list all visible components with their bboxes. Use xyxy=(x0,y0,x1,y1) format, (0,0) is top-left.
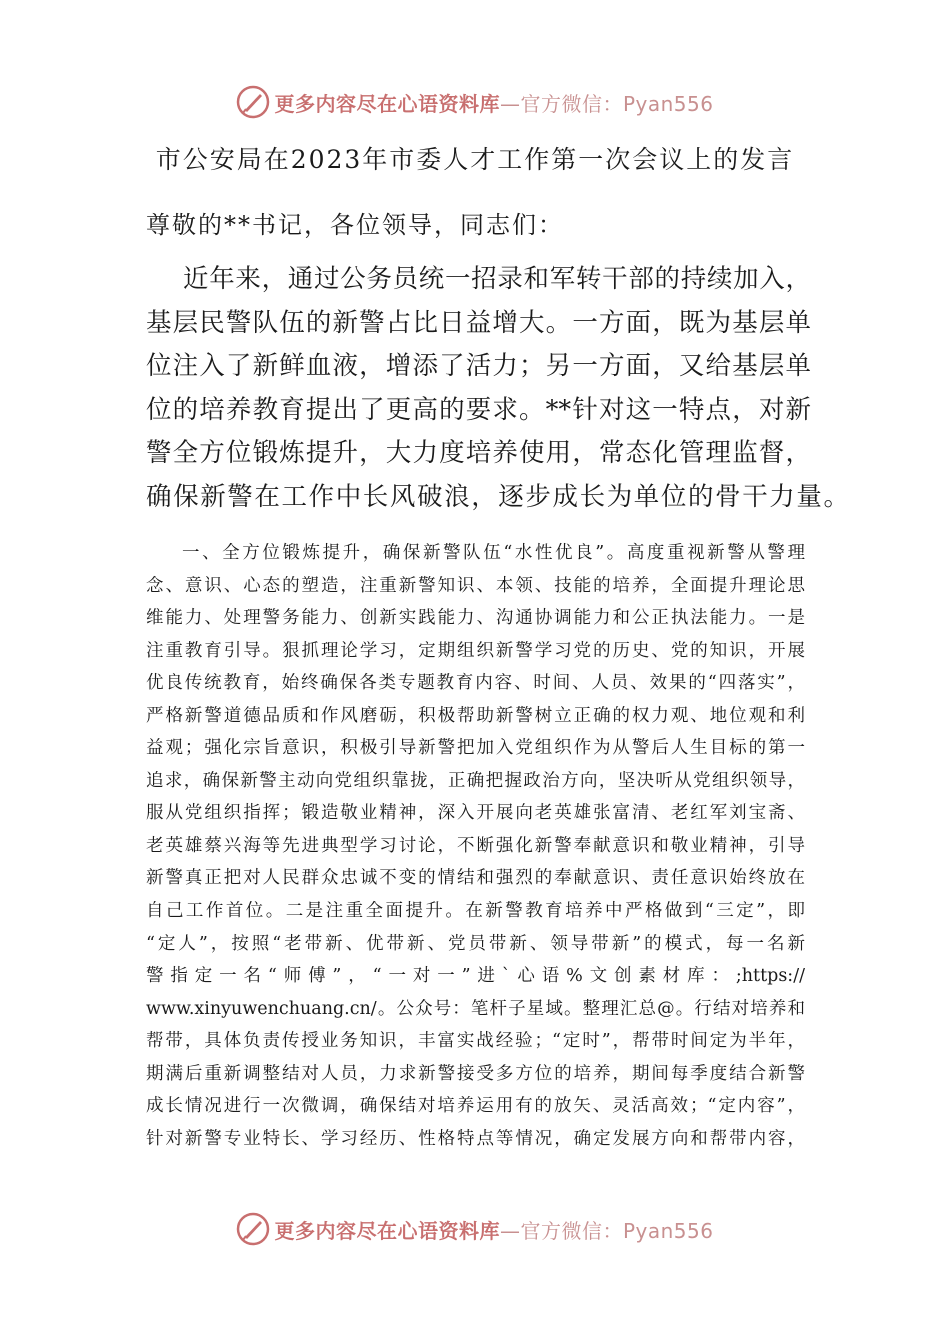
header-banner xyxy=(0,82,950,122)
lead-line: 位注入了新鲜血液，增添了活力；另一方面，又给基层单 xyxy=(146,351,811,382)
quill-logo-icon xyxy=(236,85,270,119)
body-paragraph xyxy=(146,537,805,1155)
body-line: www.xinyuwenchuang.cn/。公众号：笔杆子星域。整理汇总@。行结对培养和 xyxy=(146,998,805,1019)
body-line: 注重教育引导。狠抓理论学习，定期组织新警学习党的历史、党的知识，开展 xyxy=(146,640,805,661)
banner-contact-text: —官方微信：Pyan556 xyxy=(499,91,714,116)
lead-line: 警全方位锻炼提升，大力度培养使用，常态化管理监督， xyxy=(146,438,811,469)
body-line: 新警真正把对人民群众忠诚不变的情结和强烈的奉献意识、责任意识始终放在 xyxy=(146,868,805,889)
lead-paragraph xyxy=(146,258,851,520)
body-line: 优良传统教育，始终确保各类专题教育内容、时间、人员、效果的“四落实”， xyxy=(146,673,805,694)
body-line: 追求，确保新警主动向党组织靠拢，正确把握政治方向，坚决听从党组织领导， xyxy=(146,770,805,791)
body-line: 一、全方位锻炼提升，确保新警队伍“水性优良”。高度重视新警从警理 xyxy=(182,543,805,563)
banner-contact-text: —官方微信：Pyan556 xyxy=(499,1218,714,1243)
body-line: 帮带，具体负责传授业务知识，丰富实战经验；“定时”，帮带时间定为半年， xyxy=(146,1031,805,1052)
lead-line: 确保新警在工作中长风破浪，逐步成长为单位的骨干力量。 xyxy=(146,481,851,512)
salutation: 尊敬的**书记，各位领导，同志们： xyxy=(146,211,564,239)
body-line: 老英雄蔡兴海等先进典型学习讨论，不断强化新警奉献意识和敬业精神，引导 xyxy=(146,835,805,856)
body-line: “定人”，按照“老带新、优带新、党员带新、领导带新”的模式，每一名新 xyxy=(146,933,805,954)
body-line: 自己工作首位。二是注重全面提升。在新警教育培养中严格做到“三定”，即 xyxy=(146,901,805,922)
body-line: 警指定一名“师傅”，“一对一”进`心语%文创素材库：;https:// xyxy=(146,966,805,987)
body-line: 念、意识、心态的塑造，注重新警知识、本领、技能的培养，全面提升理论思 xyxy=(146,575,805,596)
body-line: 成长情况进行一次微调，确保结对培养运用有的放矢、灵活高效；“定内容”， xyxy=(146,1096,805,1117)
page-title: 市公安局在2023年市委人才工作第一次会议上的发言 xyxy=(155,145,795,174)
body-line: 严格新警道德品质和作风磨砺，积极帮助新警树立正确的权力观、地位观和利 xyxy=(146,705,805,726)
banner-main-text: 更多内容尽在心语资料库 xyxy=(274,1218,500,1243)
lead-line: 位的培养教育提出了更高的要求。**针对这一特点，对新 xyxy=(146,394,811,425)
quill-logo-icon xyxy=(236,1212,270,1246)
lead-line: 基层民警队伍的新警占比日益增大。一方面，既为基层单 xyxy=(146,307,811,338)
footer-banner xyxy=(0,1209,950,1249)
body-line: 针对新警专业特长、学习经历、性格特点等情况，确定发展方向和帮带内容， xyxy=(146,1128,805,1149)
body-line: 期满后重新调整结对人员，力求新警接受多方位的培养，期间每季度结合新警 xyxy=(146,1063,805,1084)
body-line: 益观；强化宗旨意识，积极引导新警把加入党组织作为从警后人生目标的第一 xyxy=(146,738,805,759)
body-line: 服从党组织指挥；锻造敬业精神，深入开展向老英雄张富清、老红军刘宝斋、 xyxy=(146,803,805,824)
body-line: 维能力、处理警务能力、创新实践能力、沟通协调能力和公正执法能力。一是 xyxy=(146,608,805,629)
lead-line: 近年来，通过公务员统一招录和军转干部的持续加入， xyxy=(183,264,811,294)
banner-main-text: 更多内容尽在心语资料库 xyxy=(274,91,500,116)
